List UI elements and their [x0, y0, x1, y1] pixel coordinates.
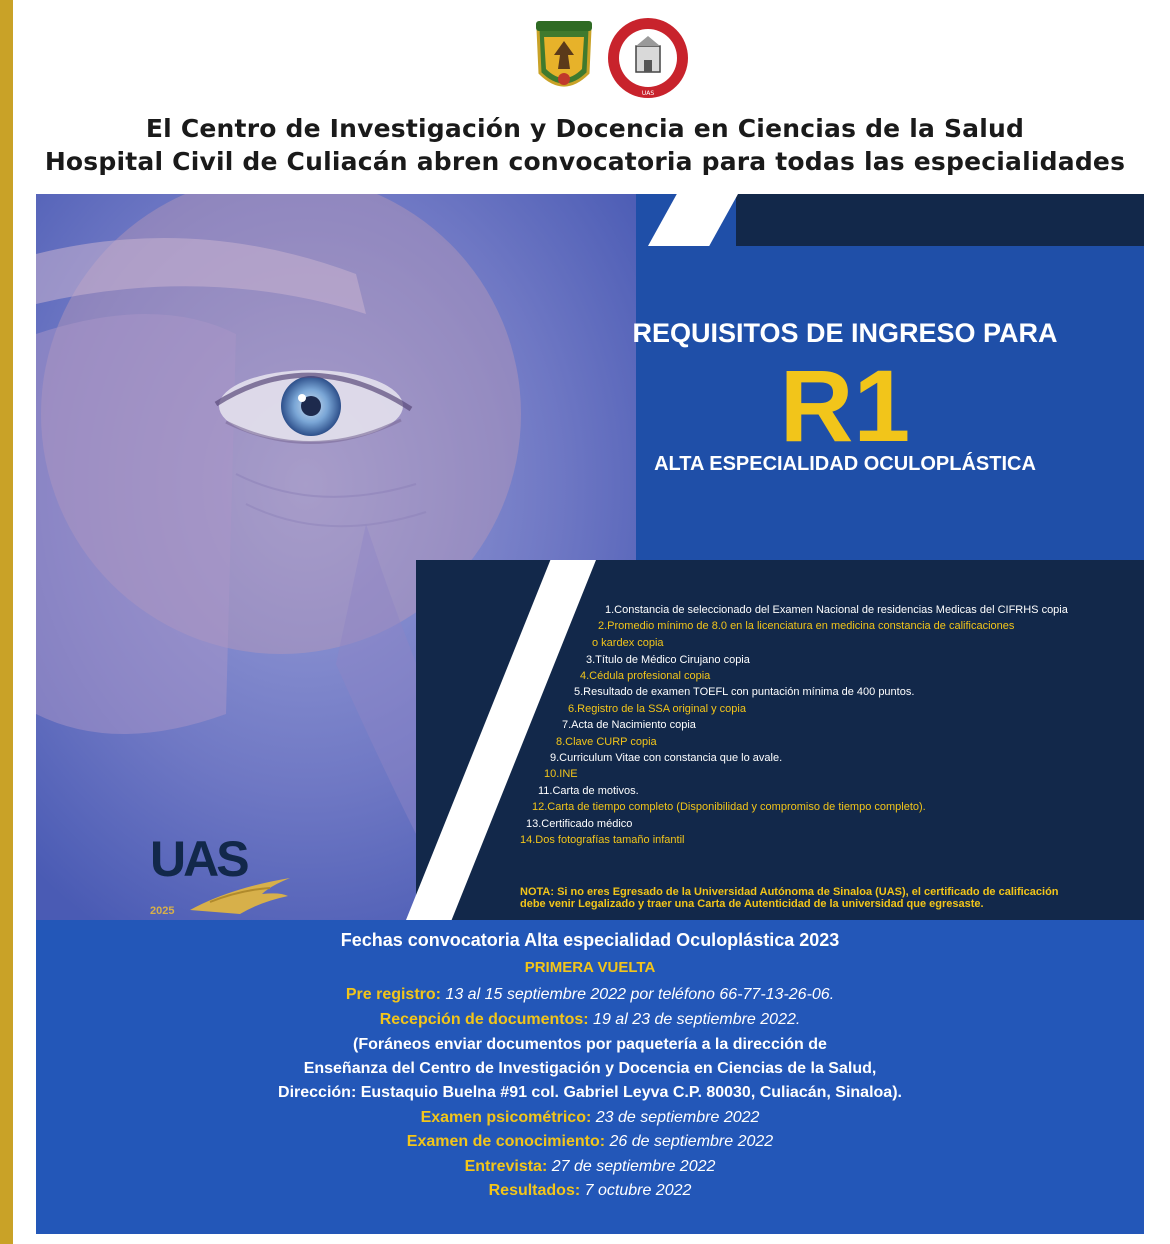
uas-eagle-logo [150, 830, 300, 918]
round-label: PRIMERA VUELTA [524, 959, 656, 976]
conocimiento-line [36, 1133, 1144, 1151]
left-border [0, 0, 13, 1244]
recepcion-line [36, 1011, 1144, 1029]
psicometrico-label: Examen psicométrico: [420, 1109, 592, 1126]
nota-text [520, 886, 1130, 910]
nota-line-1: NOTA: Si no eres Egresado de la Universidad Autónoma de Sinaloa (UAS), el certificado de calificación [520, 886, 1059, 898]
white-stripe-top [648, 194, 738, 246]
recepcion-label: Recepción de documentos: [379, 1011, 589, 1028]
specialty-title: ALTA ESPECIALIDAD OCULOPLÁSTICA [654, 453, 1036, 475]
requirement-item: 8.Clave CURP copia [556, 736, 657, 748]
pre-registro-value: 13 al 15 septiembre 2022 por teléfono 66-77-13-26-06. [440, 986, 835, 1003]
resultados-value: 7 octubre 2022 [580, 1182, 692, 1199]
foraneos-line-1: (Foráneos enviar documentos por paquetería a la dirección de [353, 1036, 827, 1053]
unicornio-shield-logo [530, 17, 598, 99]
nota-line-2: debe venir Legalizado y traer una Carta de Autenticidad de la universidad que egresaste. [520, 898, 984, 910]
entrevista-label: Entrevista: [464, 1158, 548, 1175]
requirement-item: o kardex copia [592, 637, 664, 649]
hospital-civil-de-culiacan-seal [606, 16, 690, 100]
dates-title: Fechas convocatoria Alta especialidad Oculoplástica 2023 [340, 930, 840, 950]
requirement-item: 6.Registro de la SSA original y copia [568, 703, 746, 715]
requirement-item: 13.Certificado médico [526, 818, 633, 830]
uas-logo-text: UAS [150, 831, 247, 887]
resultados-line [36, 1182, 1144, 1200]
pre-registro-label: Pre registro: [345, 986, 441, 1003]
requirement-item: 3.Título de Médico Cirujano copia [586, 654, 750, 666]
requirement-item: 14.Dos fotografías tamaño infantil [520, 834, 685, 846]
recepcion-value: 19 al 23 de septiembre 2022. [588, 1011, 801, 1028]
requirement-item: 9.Curriculum Vitae con constancia que lo avale. [550, 752, 783, 764]
requirement-item: 7.Acta de Nacimiento copia [562, 719, 696, 731]
seal-bottom-text: UAS [641, 90, 655, 97]
uas-logo-year: 2025 [150, 905, 175, 917]
r1-heading: R1 [779, 349, 911, 463]
foraneos-line-3: Dirección: Eustaquio Buelna #91 col. Gabriel Leyva C.P. 80030, Culiacán, Sinaloa). [278, 1084, 902, 1101]
entrevista-line [36, 1158, 1144, 1176]
conocimiento-label: Examen de conocimiento: [406, 1133, 606, 1150]
requirement-item: 2.Promedio mínimo de 8.0 en la licenciatura en medicina constancia de calificaciones [598, 620, 1015, 632]
requirement-item: 4.Cédula profesional copia [580, 670, 711, 682]
psicometrico-value: 23 de septiembre 2022 [591, 1109, 760, 1126]
requirement-item: 12.Carta de tiempo completo (Disponibilidad y compromiso de tiempo completo). [532, 801, 926, 813]
foraneos-line-2: Enseñanza del Centro de Investigación y Docencia en Ciencias de la Salud, [303, 1060, 877, 1077]
resultados-label: Resultados: [488, 1182, 581, 1199]
headline-line-1: El Centro de Investigación y Docencia en Ciencias de la Salud [145, 114, 1025, 143]
pre-registro-line [36, 986, 1144, 1004]
conocimiento-value: 26 de septiembre 2022 [605, 1133, 774, 1150]
requirement-item: 10.INE [544, 768, 578, 780]
entrevista-value: 27 de septiembre 2022 [547, 1158, 716, 1175]
requirement-item: 1.Constancia de seleccionado del Examen Nacional de residencias Medicas del CIFRHS copia [605, 604, 1068, 616]
requirement-item: 5.Resultado de examen TOEFL con puntación mínima de 400 puntos. [574, 686, 915, 698]
requirements-title: REQUISITOS DE INGRESO PARA [632, 318, 1058, 348]
headline-line-2: Hospital Civil de Culiacán abren convocatoria para todas las especialidades [44, 147, 1126, 176]
navy-band-top [736, 194, 1144, 246]
requirement-item: 11.Carta de motivos. [538, 785, 639, 797]
psicometrico-line [36, 1109, 1144, 1127]
